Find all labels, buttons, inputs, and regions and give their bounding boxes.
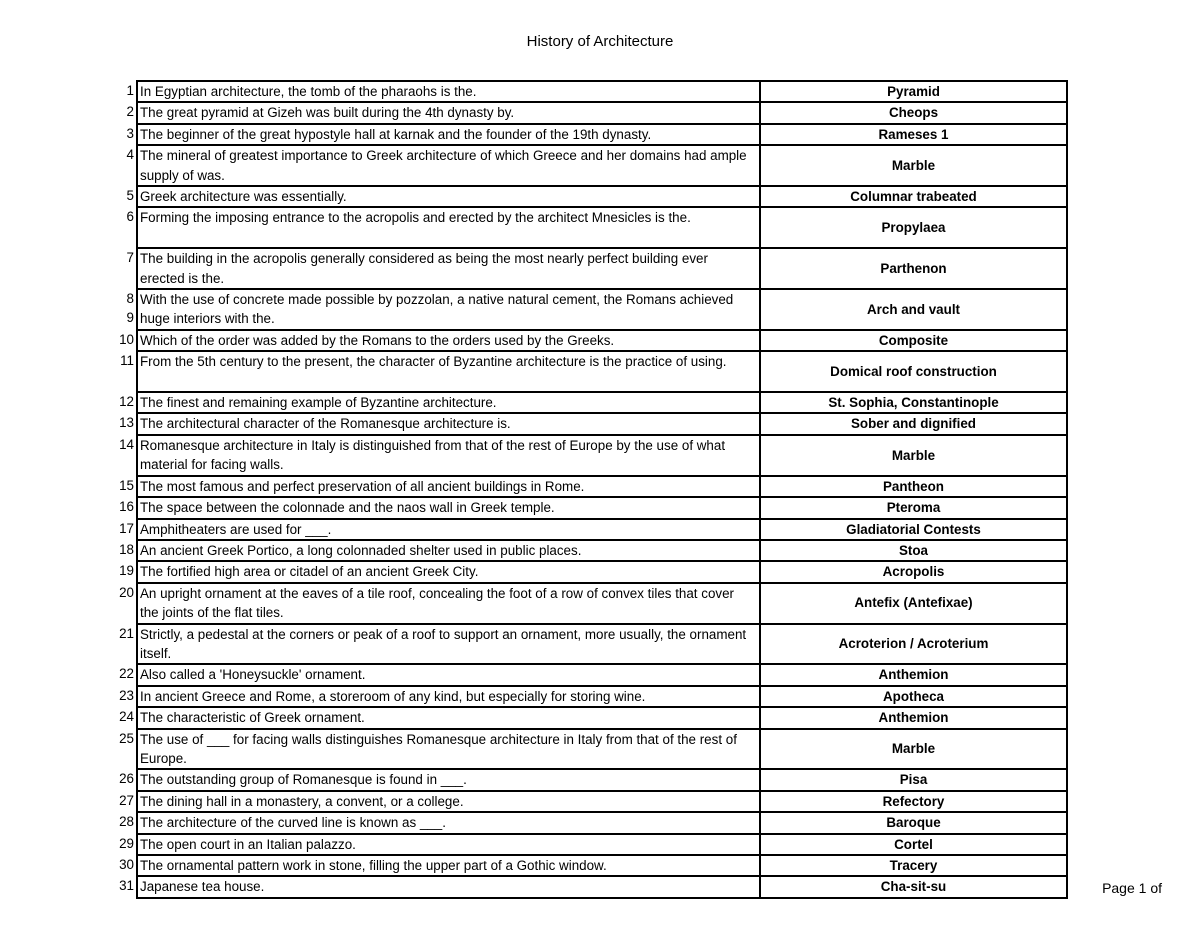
row-number-label: 17 (119, 520, 134, 536)
question-cell: The outstanding group of Romanesque is found in ___. (137, 769, 760, 790)
row-number-label: 4 (126, 147, 134, 163)
table-row (108, 664, 1067, 685)
question-cell: The fortified high area or citadel of an ancient Greek City. (137, 561, 760, 582)
table-row (108, 413, 1067, 434)
row-number-label: 11 (120, 353, 134, 369)
table-row (108, 791, 1067, 812)
row-number (108, 124, 137, 145)
table-row (108, 729, 1067, 770)
row-number (108, 248, 137, 289)
answer-cell: Parthenon (760, 248, 1067, 289)
row-number (108, 583, 137, 624)
table-body (108, 81, 1067, 898)
row-number (108, 392, 137, 413)
row-number-label: 25 (119, 730, 134, 746)
answer-cell: Cortel (760, 834, 1067, 855)
question-cell: Greek architecture was essentially. (137, 186, 760, 207)
question-cell: Strictly, a pedestal at the corners or peak of a roof to support an ornament, more usually, the ornament itself. (137, 624, 760, 665)
row-number (108, 351, 137, 392)
answer-cell: Anthemion (760, 707, 1067, 728)
table-row (108, 561, 1067, 582)
row-number-label: 1 (126, 83, 134, 98)
row-number (108, 207, 137, 248)
row-number-label: 5 (126, 188, 134, 204)
row-number (108, 812, 137, 833)
answer-cell: Sober and dignified (760, 413, 1067, 434)
row-number-label: 15 (119, 477, 134, 493)
answer-cell: Marble (760, 435, 1067, 476)
row-number-label: 19 (119, 563, 134, 579)
row-number-label: 24 (119, 709, 134, 725)
table-row (108, 834, 1067, 855)
answer-cell: Anthemion (760, 664, 1067, 685)
table-row (108, 497, 1067, 518)
question-cell: Which of the order was added by the Romans to the orders used by the Greeks. (137, 330, 760, 351)
row-number (108, 145, 137, 186)
question-cell: Also called a 'Honeysuckle' ornament. (137, 664, 760, 685)
table-row (108, 707, 1067, 728)
answer-cell: Acroterion / Acroterium (760, 624, 1067, 665)
question-cell: An ancient Greek Portico, a long colonnaded shelter used in public places. (137, 540, 760, 561)
question-cell: The open court in an Italian palazzo. (137, 834, 760, 855)
answer-cell: Antefix (Antefixae) (760, 583, 1067, 624)
answer-cell: Pisa (760, 769, 1067, 790)
row-number-label: 2 (126, 104, 134, 120)
row-number (108, 876, 137, 897)
answer-cell: Acropolis (760, 561, 1067, 582)
row-number (108, 435, 137, 476)
answer-cell: Columnar trabeated (760, 186, 1067, 207)
row-number (108, 413, 137, 434)
answer-cell: St. Sophia, Constantinople (760, 392, 1067, 413)
answer-cell: Domical roof construction (760, 351, 1067, 392)
table-row (108, 855, 1067, 876)
question-cell: The use of ___ for facing walls distinguishes Romanesque architecture in Italy from that of the rest of Europe. (137, 729, 760, 770)
table-row (108, 686, 1067, 707)
row-number-label: 30 (119, 857, 134, 872)
row-number (108, 707, 137, 728)
question-cell: In Egyptian architecture, the tomb of the pharaohs is the. (137, 81, 760, 102)
answer-cell: Refectory (760, 791, 1067, 812)
row-number (108, 855, 137, 876)
row-number-label: 23 (119, 687, 134, 703)
table-row (108, 351, 1067, 392)
answer-cell: Gladiatorial Contests (760, 519, 1067, 540)
row-number-label: 27 (119, 792, 134, 808)
question-cell: The dining hall in a monastery, a convent, or a college. (137, 791, 760, 812)
answer-cell: Marble (760, 145, 1067, 186)
row-number (108, 81, 137, 102)
question-cell: Amphitheaters are used for ___. (137, 519, 760, 540)
answer-cell: Composite (760, 330, 1067, 351)
question-cell: The characteristic of Greek ornament. (137, 707, 760, 728)
question-cell: The great pyramid at Gizeh was built during the 4th dynasty by. (137, 102, 760, 123)
row-number-label: 13 (119, 415, 134, 431)
question-cell: Romanesque architecture in Italy is distinguished from that of the rest of Europe by the use of what material for facing walls. (137, 435, 760, 476)
table-row (108, 81, 1067, 102)
answer-cell: Cha-sit-su (760, 876, 1067, 897)
row-number (108, 289, 137, 330)
question-cell: The most famous and perfect preservation of all ancient buildings in Rome. (137, 476, 760, 497)
table-row (108, 124, 1067, 145)
row-number-label: 8 (126, 291, 134, 307)
table-row (108, 248, 1067, 289)
question-cell: The ornamental pattern work in stone, filling the upper part of a Gothic window. (137, 855, 760, 876)
table-row (108, 540, 1067, 561)
table-row (108, 812, 1067, 833)
row-number (108, 664, 137, 685)
question-cell: The architecture of the curved line is known as ___. (137, 812, 760, 833)
row-number (108, 540, 137, 561)
row-number-label: 18 (119, 541, 134, 557)
answer-cell: Tracery (760, 855, 1067, 876)
row-number (108, 186, 137, 207)
row-number-label: 20 (119, 584, 134, 600)
page-number: Page 1 of (1102, 880, 1162, 896)
page-title: History of Architecture (526, 33, 674, 50)
question-cell: With the use of concrete made possible by pozzolan, a native natural cement, the Romans achieved huge interiors with the. (137, 289, 760, 330)
answer-cell: Apotheca (760, 686, 1067, 707)
row-number-label: 6 (126, 209, 134, 225)
question-cell: The finest and remaining example of Byzantine architecture. (137, 392, 760, 413)
table-row (108, 435, 1067, 476)
row-number (108, 102, 137, 123)
question-cell: Japanese tea house. (137, 876, 760, 897)
answer-cell: Stoa (760, 540, 1067, 561)
table-row (108, 392, 1067, 413)
answer-cell: Pantheon (760, 476, 1067, 497)
answer-cell: Pteroma (760, 497, 1067, 518)
row-number (108, 476, 137, 497)
table-row (108, 330, 1067, 351)
answer-cell: Rameses 1 (760, 124, 1067, 145)
question-cell: From the 5th century to the present, the character of Byzantine architecture is the practice of using. (137, 351, 760, 392)
row-number-label: 28 (119, 814, 134, 830)
row-number (108, 561, 137, 582)
row-number (108, 519, 137, 540)
row-number-label: 9 (126, 310, 134, 326)
question-cell: An upright ornament at the eaves of a tile roof, concealing the foot of a row of convex tiles that cover the joints of the flat tiles. (137, 583, 760, 624)
row-number-label: 29 (119, 835, 134, 851)
row-number-label: 10 (119, 331, 134, 347)
answer-cell: Baroque (760, 812, 1067, 833)
row-number (108, 330, 137, 351)
row-number-label: 26 (119, 771, 134, 787)
row-number (108, 686, 137, 707)
row-number (108, 791, 137, 812)
table-row (108, 476, 1067, 497)
row-number-label: 12 (119, 394, 134, 410)
table-row (108, 519, 1067, 540)
row-number (108, 624, 137, 665)
question-cell: The space between the colonnade and the naos wall in Greek temple. (137, 497, 760, 518)
row-number-label: 3 (126, 125, 134, 141)
answer-cell: Cheops (760, 102, 1067, 123)
question-cell: The building in the acropolis generally considered as being the most nearly perfect building ever erected is the. (137, 248, 760, 289)
table-row (108, 145, 1067, 186)
row-number-label: 7 (126, 250, 134, 266)
answer-cell: Marble (760, 729, 1067, 770)
answer-cell: Arch and vault (760, 289, 1067, 330)
answer-cell: Propylaea (760, 207, 1067, 248)
row-number (108, 497, 137, 518)
question-cell: In ancient Greece and Rome, a storeroom of any kind, but especially for storing wine. (137, 686, 760, 707)
table-row (108, 876, 1067, 897)
question-cell: The architectural character of the Romanesque architecture is. (137, 413, 760, 434)
row-number-label: 16 (119, 499, 134, 515)
row-number-label: 22 (119, 666, 134, 682)
question-cell: The mineral of greatest importance to Greek architecture of which Greece and her domains had ample supply of was. (137, 145, 760, 186)
row-number-label: 14 (119, 436, 134, 452)
answer-cell: Pyramid (760, 81, 1067, 102)
table-row (108, 186, 1067, 207)
table-row (108, 102, 1067, 123)
question-answer-table (108, 80, 1068, 899)
table-row (108, 769, 1067, 790)
table-row (108, 583, 1067, 624)
question-cell: The beginner of the great hypostyle hall at karnak and the founder of the 19th dynasty. (137, 124, 760, 145)
row-number-label: 21 (119, 625, 134, 641)
row-number (108, 769, 137, 790)
table-row (108, 289, 1067, 330)
table-row (108, 624, 1067, 665)
row-number (108, 729, 137, 770)
table-row (108, 207, 1067, 248)
row-number-label: 31 (119, 878, 134, 894)
question-cell: Forming the imposing entrance to the acropolis and erected by the architect Mnesicles is the. (137, 207, 760, 248)
row-number (108, 834, 137, 855)
